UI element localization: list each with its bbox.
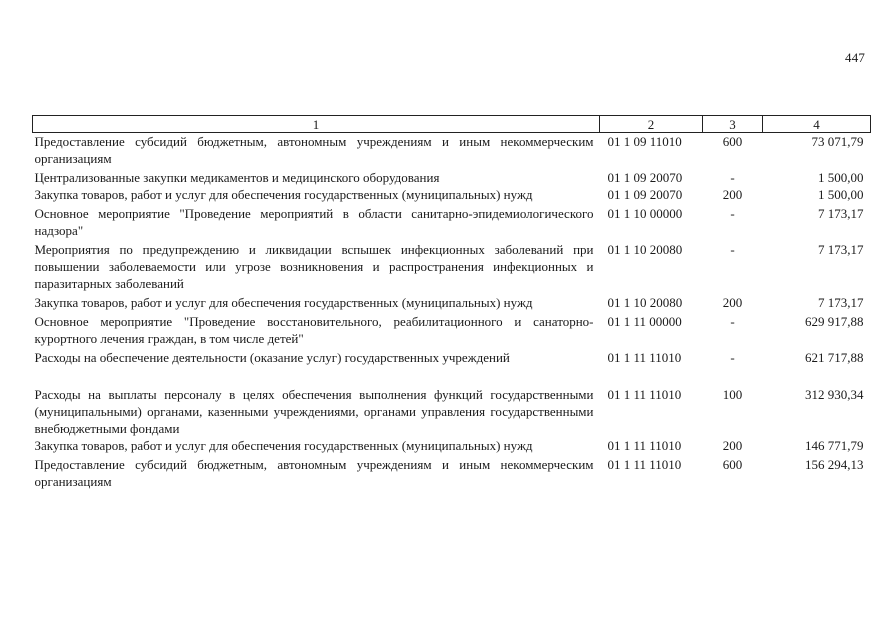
row-code: 01 1 11 11010	[607, 438, 682, 453]
row-code: 01 1 10 00000	[607, 206, 683, 221]
header-row	[33, 116, 871, 133]
row-code: 01 1 11 00000	[607, 314, 682, 329]
row-type: 600	[722, 457, 743, 472]
row-name: Предоставление субсидий бюджетным, автономным учреждениям и иным некоммерческим организациям	[34, 457, 594, 489]
table-row	[33, 292, 871, 311]
row-code: 01 1 11 11010	[607, 387, 682, 402]
row-amount: 7 173,17	[818, 206, 864, 221]
budget-table	[32, 115, 871, 490]
row-type: -	[730, 206, 735, 221]
row-type: 200	[722, 187, 743, 202]
row-type: -	[730, 314, 735, 329]
table-row	[33, 366, 871, 437]
table-row	[33, 133, 871, 168]
row-code: 01 1 09 20070	[607, 187, 683, 202]
row-amount: 312 930,34	[805, 387, 864, 402]
row-amount: 621 717,88	[805, 350, 864, 365]
table-body	[33, 133, 871, 491]
row-amount: 146 771,79	[805, 438, 864, 453]
row-amount: 156 294,13	[805, 457, 864, 472]
row-type: -	[730, 242, 735, 257]
table-header	[33, 116, 871, 133]
header-col-type: 3	[703, 116, 763, 133]
row-name: Закупка товаров, работ и услуг для обеспечения государственных (муниципальных) нужд	[34, 295, 533, 310]
row-type: 600	[722, 134, 743, 149]
table-row	[33, 167, 871, 186]
page-number: 447	[845, 50, 866, 65]
table-row	[33, 311, 871, 347]
row-type: -	[730, 170, 735, 185]
row-code: 01 1 11 11010	[607, 350, 682, 365]
header-col-amount: 4	[763, 116, 871, 133]
row-amount: 1 500,00	[818, 187, 864, 202]
row-amount: 629 917,88	[805, 314, 864, 329]
row-name: Расходы на выплаты персоналу в целях обеспечения выполнения функций государственными (муниципальными) органами, казенными учреждениями, органами управления государственными внебюджетными фондами	[34, 387, 594, 436]
table-row	[33, 347, 871, 366]
row-code: 01 1 09 20070	[607, 170, 683, 185]
row-amount: 73 071,79	[811, 134, 864, 149]
row-name: Закупка товаров, работ и услуг для обеспечения государственных (муниципальных) нужд	[34, 438, 533, 453]
row-name: Мероприятия по предупреждению и ликвидации вспышек инфекционных заболеваний при повышении заболеваемости или угрозе возникновения и распространения инфекционных и паразитарных заболеваний	[34, 242, 594, 291]
table-row	[33, 203, 871, 239]
table-row	[33, 437, 871, 454]
row-name: Основное мероприятие "Проведение восстановительного, реабилитационного и санаторно-курортного лечения граждан, в том числе детей"	[34, 314, 594, 346]
table-row	[33, 186, 871, 203]
row-type: 100	[722, 387, 743, 402]
row-type: 200	[722, 438, 743, 453]
row-name: Закупка товаров, работ и услуг для обеспечения государственных (муниципальных) нужд	[34, 187, 533, 202]
row-amount: 7 173,17	[818, 242, 864, 257]
row-name: Централизованные закупки медикаментов и медицинского оборудования	[34, 170, 440, 185]
row-amount: 1 500,00	[818, 170, 864, 185]
header-col-name: 1	[33, 116, 600, 133]
row-amount: 7 173,17	[818, 295, 864, 310]
row-type: -	[730, 350, 735, 365]
row-name: Предоставление субсидий бюджетным, автономным учреждениям и иным некоммерческим организациям	[34, 134, 594, 166]
row-code: 01 1 11 11010	[607, 457, 682, 472]
row-code: 01 1 09 11010	[607, 134, 682, 149]
row-type: 200	[722, 295, 743, 310]
row-name: Расходы на обеспечение деятельности (оказание услуг) государственных учреждений	[34, 350, 510, 365]
header-col-code: 2	[600, 116, 703, 133]
row-name: Основное мероприятие "Проведение мероприятий в области санитарно-эпидемиологического надзора"	[34, 206, 594, 238]
table-row	[33, 454, 871, 490]
row-code: 01 1 10 20080	[607, 295, 683, 310]
table-row	[33, 239, 871, 292]
row-code: 01 1 10 20080	[607, 242, 683, 257]
